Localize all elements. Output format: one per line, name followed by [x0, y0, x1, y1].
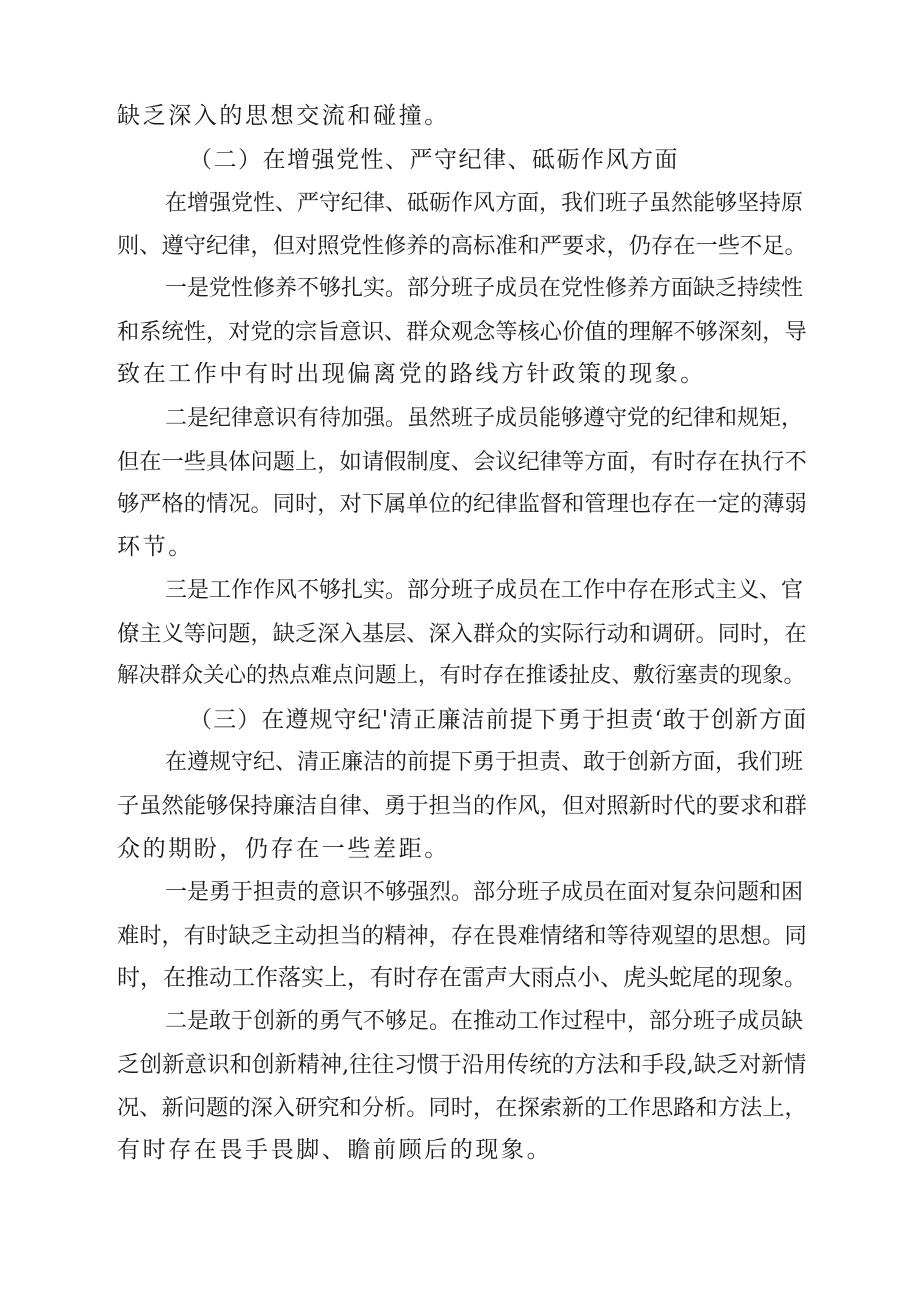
text-line: 和系统性，对党的宗旨意识、群众观念等核心价值的理解不够深刻，导	[117, 319, 807, 345]
text-line: 乏创新意识和创新精神,往往习惯于沿用传统的方法和手段,缺乏对新情	[117, 1052, 807, 1078]
text-line: 在遵规守纪、清正廉洁的前提下勇于担责、敢于创新方面，我们班	[165, 750, 804, 775]
text-line: 众的期盼，仍存在一些差距。	[117, 836, 450, 862]
text-line: 有时存在畏手畏脚、瞻前顾后的现象。	[117, 1137, 553, 1163]
text-line: 时，在推动工作落实上，有时存在雷声大雨点小、虎头蛇尾的现象。	[117, 965, 807, 991]
text-line: 但在一些具体问题上，如请假制度、会议纪律等方面，有时存在执行不	[117, 449, 807, 475]
text-line: 则、遵守纪律，但对照党性修养的高标准和严要求，仍存在一些不足。	[117, 233, 807, 259]
text-line: 二是敢于创新的勇气不够足。在推动工作过程中，部分班子成员缺	[165, 1009, 804, 1034]
section-heading-2: （二）在增强党性、严守纪律、砥砺作风方面	[189, 147, 679, 173]
text-line: 缺乏深入的思想交流和碰撞。	[117, 103, 450, 129]
text-line: 解决群众关心的热点难点问题上，有时存在推诿扯皮、敷衍塞责的现象。	[117, 663, 806, 688]
section-heading-3: （三）在遵规守纪'清正廉洁前提下勇于担责‘敢于创新方面	[189, 707, 808, 733]
text-line: 一是党性修养不够扎实。部分班子成员在党性修养方面缺乏持续性	[165, 276, 804, 301]
text-line: 况、新问题的深入研究和分析。同时，在探索新的工作思路和方法上，	[117, 1095, 807, 1121]
text-line: 难时，有时缺乏主动担当的精神，存在畏难情绪和等待观望的思想。同	[117, 923, 807, 949]
text-line: 僚主义等问题，缺乏深入基层、深入群众的实际行动和调研。同时，在	[117, 621, 807, 647]
text-line: 二是纪律意识有待加强。虽然班子成员能够遵守党的纪律和规矩，	[165, 406, 804, 431]
text-line: 在增强党性、严守纪律、砥砺作风方面，我们班子虽然能够坚持原	[165, 191, 804, 216]
text-line: 够严格的情况。同时，对下属单位的纪律监督和管理也存在一定的薄弱	[117, 491, 807, 517]
text-line: 一是勇于担责的意识不够强烈。部分班子成员在面对复杂问题和困	[165, 880, 804, 905]
text-line: 子虽然能够保持廉洁自律、勇于担当的作风，但对照新时代的要求和群	[117, 793, 807, 819]
text-line: 环节。	[117, 534, 194, 560]
text-line: 致在工作中有时出现偏离党的路线方针政策的现象。	[117, 361, 706, 387]
text-line: 三是工作作风不够扎实。部分班子成员在工作中存在形式主义、官	[165, 578, 804, 603]
